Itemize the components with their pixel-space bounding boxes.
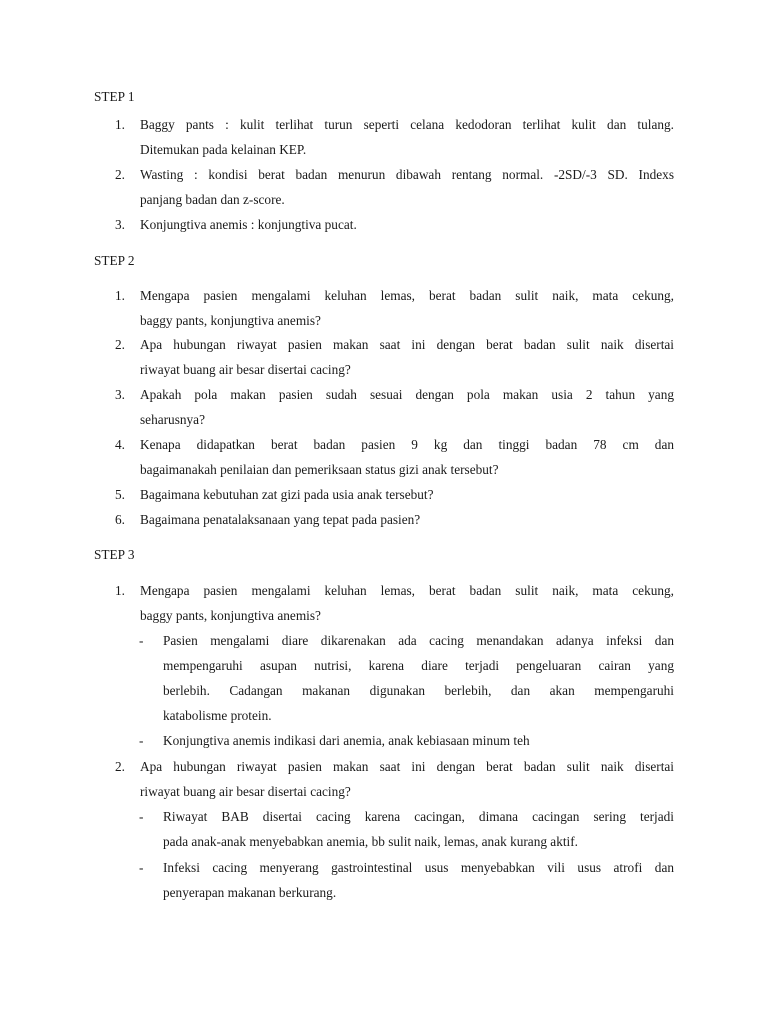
step3-item-1-number: 1. <box>115 583 125 598</box>
step3-item-1-sub-1-line-3: berlebih. Cadangan makanan digunakan berlebih, dan akan mempengaruhi <box>163 683 674 698</box>
step1-item-3-line-1: Konjungtiva anemis : konjungtiva pucat. <box>140 217 357 232</box>
step2-item-5-number: 5. <box>115 487 125 502</box>
step2-item-3-number: 3. <box>115 387 125 402</box>
step3-item-2-sub-1-line-2: pada anak-anak menyebabkan anemia, bb sulit naik, lemas, anak kurang aktif. <box>163 834 579 849</box>
step2-item-6-line-1: Bagaimana penatalaksanaan yang tepat pada pasien? <box>140 512 421 527</box>
step3-item-1-line-2: baggy pants, konjungtiva anemis? <box>140 608 321 623</box>
step3-item-1-sub-1-line-1: Pasien mengalami diare dikarenakan ada cacing menandakan adanya infeksi dan <box>163 633 674 648</box>
step3-item-2-sub-1-line-1: Riwayat BAB disertai cacing karena cacingan, dimana cacingan sering terjadi <box>163 809 674 824</box>
step2-item-2-line-1: Apa hubungan riwayat pasien makan saat ini dengan berat badan sulit naik disertai <box>140 337 674 352</box>
step3-item-2-sub-2-line-2: penyerapan makanan berkurang. <box>163 885 337 900</box>
step3-item-1-sub-1-bullet: - <box>139 633 144 648</box>
step1-item-1-line-1: Baggy pants : kulit terlihat turun seperti celana kedodoran terlihat kulit dan tulang. <box>140 117 674 132</box>
step2-item-6-number: 6. <box>115 512 125 527</box>
step3-item-2-sub-2-bullet: - <box>139 860 144 875</box>
step1-item-1-number: 1. <box>115 117 125 132</box>
step2-item-4-line-2: bagaimanakah penilaian dan pemeriksaan status gizi anak tersebut? <box>140 462 499 477</box>
step3-item-1-sub-2-line-1: Konjungtiva anemis indikasi dari anemia, anak kebiasaan minum teh <box>163 733 530 748</box>
step3-item-1-sub-2-bullet: - <box>139 733 144 748</box>
step2-heading: STEP 2 <box>94 253 135 268</box>
step2-item-1-number: 1. <box>115 288 125 303</box>
step3-heading: STEP 3 <box>94 547 135 562</box>
step2-item-1-line-1: Mengapa pasien mengalami keluhan lemas, berat badan sulit naik, mata cekung, <box>140 288 674 303</box>
step3-item-2-line-2: riwayat buang air besar disertai cacing? <box>140 784 351 799</box>
step2-item-4-number: 4. <box>115 437 125 452</box>
step2-item-1-line-2: baggy pants, konjungtiva anemis? <box>140 313 321 328</box>
step1-item-2-line-1: Wasting : kondisi berat badan menurun dibawah rentang normal. -2SD/-3 SD. Indexs <box>140 167 674 182</box>
step1-item-1-line-2: Ditemukan pada kelainan KEP. <box>140 142 307 157</box>
step1-item-2-number: 2. <box>115 167 125 182</box>
step3-item-2-number: 2. <box>115 759 125 774</box>
step1-heading: STEP 1 <box>94 89 135 104</box>
step1-item-2-line-2: panjang badan dan z-score. <box>140 192 285 207</box>
step3-item-2-sub-2-line-1: Infeksi cacing menyerang gastrointestinal usus menyebabkan vili usus atrofi dan <box>163 860 674 875</box>
step3-item-1-sub-1-line-2: mempengaruhi asupan nutrisi, karena diare terjadi pengeluaran cairan yang <box>163 658 674 673</box>
step1-item-3-number: 3. <box>115 217 125 232</box>
step2-item-4-line-1: Kenapa didapatkan berat badan pasien 9 kg dan tinggi badan 78 cm dan <box>140 437 674 452</box>
step3-item-2-line-1: Apa hubungan riwayat pasien makan saat ini dengan berat badan sulit naik disertai <box>140 759 674 774</box>
step3-item-1-line-1: Mengapa pasien mengalami keluhan lemas, berat badan sulit naik, mata cekung, <box>140 583 674 598</box>
step3-item-1-sub-1-line-4: katabolisme protein. <box>163 708 272 723</box>
step2-item-3-line-1: Apakah pola makan pasien sudah sesuai dengan pola makan usia 2 tahun yang <box>140 387 674 402</box>
step3-item-2-sub-1-bullet: - <box>139 809 144 824</box>
step2-item-3-line-2: seharusnya? <box>140 412 205 427</box>
step2-item-2-line-2: riwayat buang air besar disertai cacing? <box>140 362 351 377</box>
step2-item-2-number: 2. <box>115 337 125 352</box>
step2-item-5-line-1: Bagaimana kebutuhan zat gizi pada usia anak tersebut? <box>140 487 434 502</box>
